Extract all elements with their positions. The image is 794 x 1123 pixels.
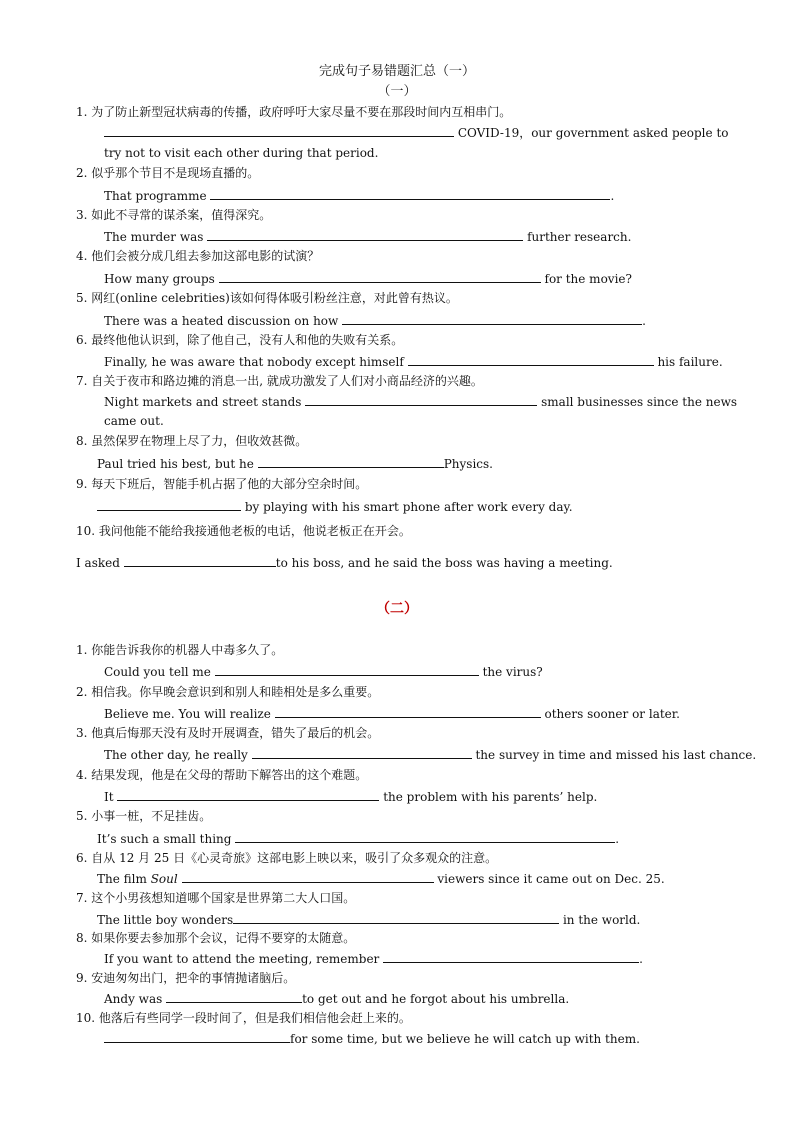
- question-1-4-prompt: 4. 他们会被分成几组去参加这部电影的试演？: [76, 249, 320, 263]
- section-one-label: （一）: [377, 84, 417, 99]
- question-2-7-prompt: 7. 这个小男孩想知道哪个国家是世界第二大人口国。: [76, 891, 356, 905]
- answer-blank[interactable]: [233, 911, 559, 924]
- answer-blank[interactable]: [252, 746, 472, 759]
- question-1-7-sentence: Night markets and street stands small businesses since the news: [104, 395, 738, 409]
- answer-blank[interactable]: [235, 830, 615, 843]
- question-1-1-sentence-cont: try not to visit each other during that period.: [104, 146, 379, 160]
- section-two-label: （二）: [376, 601, 418, 617]
- question-1-4-sentence: How many groups for the movie?: [104, 272, 632, 286]
- question-2-1-prompt: 1. 你能告诉我你的机器人中毒多久了。: [76, 643, 284, 657]
- answer-blank[interactable]: [124, 554, 276, 567]
- question-2-8-prompt: 8. 如果你要去参加那个会议，记得不要穿的太随意。: [76, 931, 356, 945]
- question-2-6-sentence: The film Soul viewers since it came out on Dec. 25.: [97, 872, 665, 886]
- question-2-9-prompt: 9. 安迪匆匆出门，把伞的事情抛诸脑后。: [76, 971, 296, 985]
- question-1-2-sentence: That programme .: [104, 189, 615, 203]
- question-2-3-prompt: 3. 他真后悔那天没有及时开展调查，错失了最后的机会。: [76, 726, 380, 740]
- question-2-10-sentence: for some time, but we believe he will catch up with them.: [104, 1030, 640, 1047]
- question-1-8-sentence: Paul tried his best, but he Physics.: [97, 457, 493, 471]
- answer-blank[interactable]: [97, 498, 241, 511]
- question-1-10-prompt: 10. 我问他能不能给我接通他老板的电话，他说老板正在开会。: [76, 524, 411, 538]
- answer-blank[interactable]: [182, 870, 434, 883]
- answer-blank[interactable]: [258, 455, 444, 468]
- question-1-10-sentence: I asked to his boss, and he said the boss was having a meeting.: [76, 556, 613, 570]
- question-2-2-sentence: Believe me. You will realize others sooner or later.: [104, 707, 680, 721]
- question-1-3-prompt: 3. 如此不寻常的谋杀案，值得深究。: [76, 208, 272, 222]
- question-1-3-sentence: The murder was further research.: [104, 230, 632, 244]
- question-1-5-prompt: 5. 网红(online celebrities)该如何得体吸引粉丝注意，对此曾有热议。: [76, 291, 458, 305]
- question-1-7-prompt: 7. 自关于夜市和路边摊的消息一出, 就成功激发了人们对小商品经济的兴趣。: [76, 374, 483, 388]
- answer-blank[interactable]: [383, 950, 639, 963]
- question-1-6-sentence: Finally, he was aware that nobody except himself his failure.: [104, 355, 723, 369]
- question-2-4-sentence: It the problem with his parents’ help.: [104, 790, 598, 804]
- answer-blank[interactable]: [215, 663, 479, 676]
- answer-blank[interactable]: [305, 393, 537, 406]
- question-2-3-sentence: The other day, he really the survey in time and missed his last chance.: [104, 748, 757, 762]
- question-2-5-prompt: 5. 小事一桩，不足挂齿。: [76, 809, 212, 823]
- answer-blank[interactable]: [342, 312, 642, 325]
- answer-blank[interactable]: [275, 705, 541, 718]
- question-2-1-sentence: Could you tell me the virus?: [104, 665, 543, 679]
- answer-blank[interactable]: [219, 270, 541, 283]
- question-1-7-sentence-cont: came out.: [104, 414, 164, 428]
- answer-blank[interactable]: [117, 788, 379, 801]
- answer-blank[interactable]: [104, 124, 454, 137]
- question-1-1-sentence: COVID-19，our government asked people to: [104, 124, 729, 141]
- answer-blank[interactable]: [104, 1030, 290, 1043]
- question-1-5-sentence: There was a heated discussion on how .: [104, 314, 646, 328]
- question-2-8-sentence: If you want to attend the meeting, remember .: [104, 952, 643, 966]
- question-1-1-prompt: 1. 为了防止新型冠状病毒的传播，政府呼吁大家尽量不要在那段时间内互相串门。: [76, 105, 512, 119]
- answer-blank[interactable]: [408, 353, 654, 366]
- answer-blank[interactable]: [207, 228, 523, 241]
- answer-blank[interactable]: [210, 187, 610, 200]
- question-1-9-sentence: by playing with his smart phone after work every day.: [97, 498, 573, 515]
- question-1-8-prompt: 8. 虽然保罗在物理上尽了力，但收效甚微。: [76, 434, 308, 448]
- answer-blank[interactable]: [166, 990, 302, 1003]
- page-title: 完成句子易错题汇总（一）: [318, 64, 475, 79]
- question-2-5-sentence: It’s such a small thing .: [97, 832, 620, 846]
- question-1-2-prompt: 2. 似乎那个节目不是现场直播的。: [76, 166, 260, 180]
- question-2-4-prompt: 4. 结果发现，他是在父母的帮助下解答出的这个难题。: [76, 768, 368, 782]
- question-2-10-prompt: 10. 他落后有些同学一段时间了，但是我们相信他会赶上来的。: [76, 1011, 411, 1025]
- question-2-6-prompt: 6. 自从 12 月 25 日《心灵奇旅》这部电影上映以来，吸引了众多观众的注意。: [76, 851, 498, 865]
- question-2-2-prompt: 2. 相信我。你早晚会意识到和别人和睦相处是多么重要。: [76, 685, 380, 699]
- question-2-7-sentence: The little boy wonders in the world.: [97, 913, 641, 927]
- question-2-9-sentence: Andy was to get out and he forgot about his umbrella.: [104, 992, 570, 1006]
- question-1-9-prompt: 9. 每天下班后，智能手机占据了他的大部分空余时间。: [76, 477, 368, 491]
- question-1-6-prompt: 6. 最终他他认识到，除了他自己，没有人和他的失败有关系。: [76, 333, 404, 347]
